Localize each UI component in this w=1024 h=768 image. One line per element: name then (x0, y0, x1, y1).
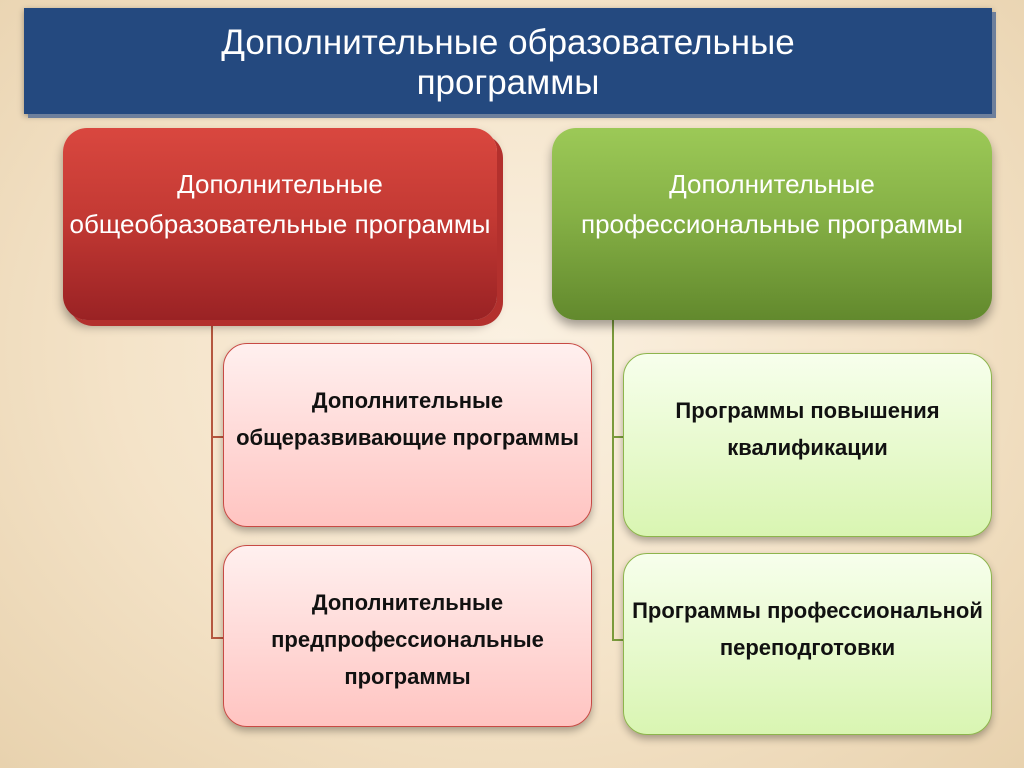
connector-left-vertical (211, 320, 213, 638)
program-professional-retraining (623, 553, 992, 735)
category-general-education (63, 128, 497, 320)
program-professional-retraining-label: Программы профессиональной переподготовки (632, 598, 983, 660)
program-qualification-upgrade-label: Программы повышения квалификации (675, 398, 940, 460)
program-general-developmental (223, 343, 592, 527)
program-qualification-upgrade (623, 353, 992, 537)
category-general-education-label: Дополнительные общеобразовательные программы (69, 169, 491, 239)
page-title: Дополнительные образовательные программы (221, 23, 795, 102)
connector-right-vertical (612, 320, 614, 641)
program-pre-professional (223, 545, 592, 727)
category-professional (552, 128, 992, 320)
title-banner (24, 8, 992, 114)
program-general-developmental-label: Дополнительные общеразвивающие программы (236, 388, 579, 450)
category-professional-label: Дополнительные профессиональные программы (581, 169, 963, 239)
program-pre-professional-label: Дополнительные предпрофессиональные программы (271, 590, 544, 689)
